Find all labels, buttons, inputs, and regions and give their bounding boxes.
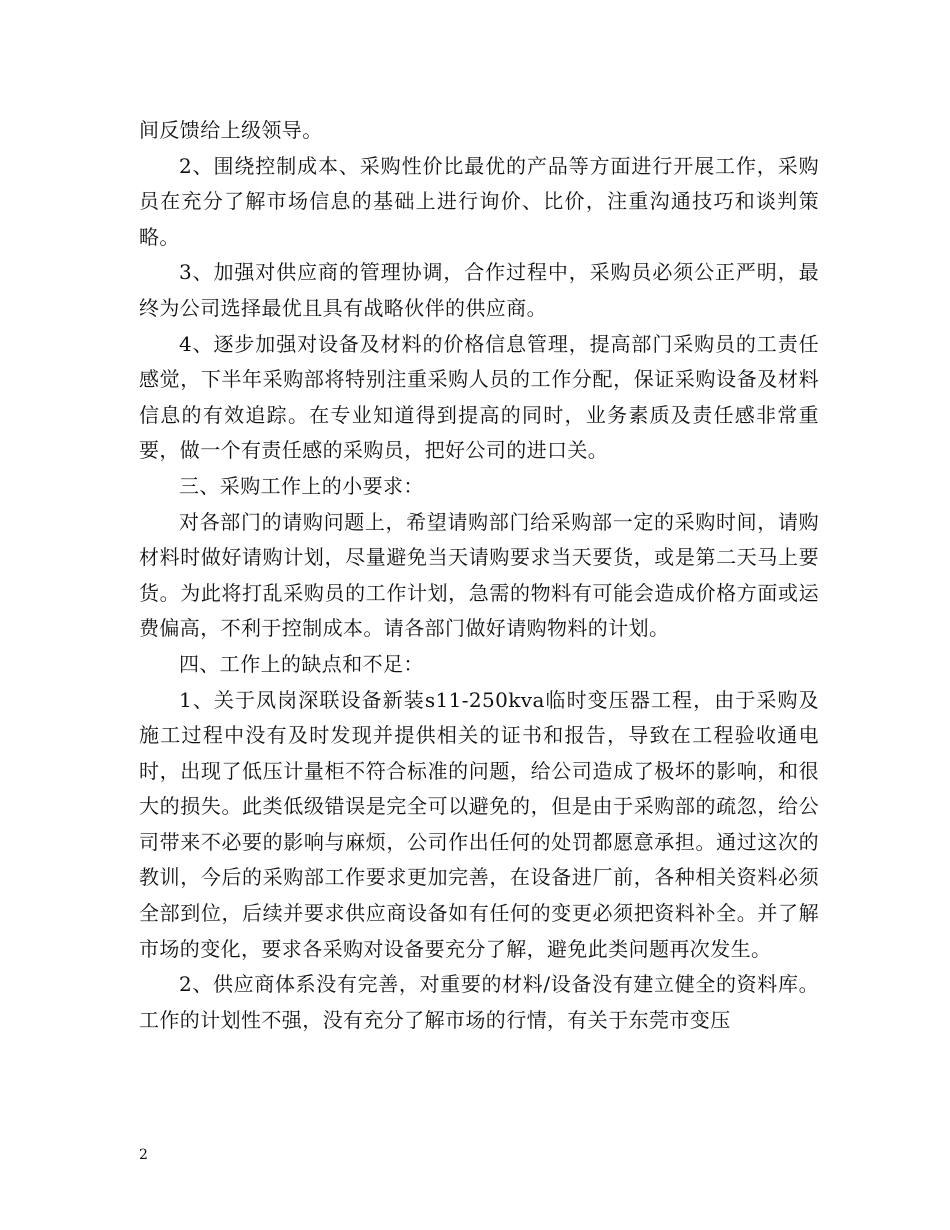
body-text — [139, 113, 819, 1038]
paragraph-item-2: 2、围绕控制成本、采购性价比最优的产品等方面进行开展工作，采购员在充分了解市场信息的基础上进行询价、比价，注重沟通技巧和谈判策略。 — [139, 153, 819, 249]
paragraph-item-4: 4、逐步加强对设备及材料的价格信息管理，提高部门采购员的工责任感觉，下半年采购部将特别注重采购人员的工作分配，保证采购设备及材料信息的有效追踪。在专业知道得到提高的同时，业务素质及责任感非常重要，做一个有责任感的采购员，把好公司的进口关。 — [139, 331, 819, 463]
paragraph-procurement-request: 对各部门的请购问题上，希望请购部门给采购部一定的采购时间，请购材料时做好请购计划，尽量避免当天请购要求当天要货，或是第二天马上要货。为此将打乱采购员的工作计划，急需的物料有可能会造成价格方面或运费偏高，不利于控制成本。请各部门做好请购物料的计划。 — [139, 509, 819, 641]
paragraph-continuation: 间反馈给上级领导。 — [139, 118, 323, 142]
page-number: 2 — [139, 1147, 148, 1163]
paragraph-shortcoming-2: 2、供应商体系没有完善，对重要的材料/设备没有建立健全的资料库。工作的计划性不强，没有充分了解市场的行情，有关于东莞市变压 — [139, 972, 819, 1032]
paragraph-item-3: 3、加强对供应商的管理协调，合作过程中，采购员必须公正严明，最终为公司选择最优且具有战略伙伴的供应商。 — [139, 260, 819, 320]
section-heading-four: 四、工作上的缺点和不足： — [179, 651, 424, 676]
section-heading-three: 三、采购工作上的小要求： — [179, 473, 424, 498]
paragraph-shortcoming-1: 1、关于凤岗深联设备新装s11-250kva临时变压器工程，由于采购及施工过程中没有及时发现并提供相关的证书和报告，导致在工程验收通电时，出现了低压计量柜不符合标准的问题，给公司造成了极坏的影响，和很大的损失。此类低级错误是完全可以避免的，但是由于采购部的疏忽，给公司带来不必要的影响与麻烦，公司作出任何的处罚都愿意承担。通过这次的教训，今后的采购部工作要求更加完善，在设备进厂前，各种相关资料必须全部到位，后续并要求供应商设备如有任何的变更必须把资料补全。并了解市场的变化，要求各采购对设备要充分了解，避免此类问题再次发生。 — [139, 687, 819, 961]
